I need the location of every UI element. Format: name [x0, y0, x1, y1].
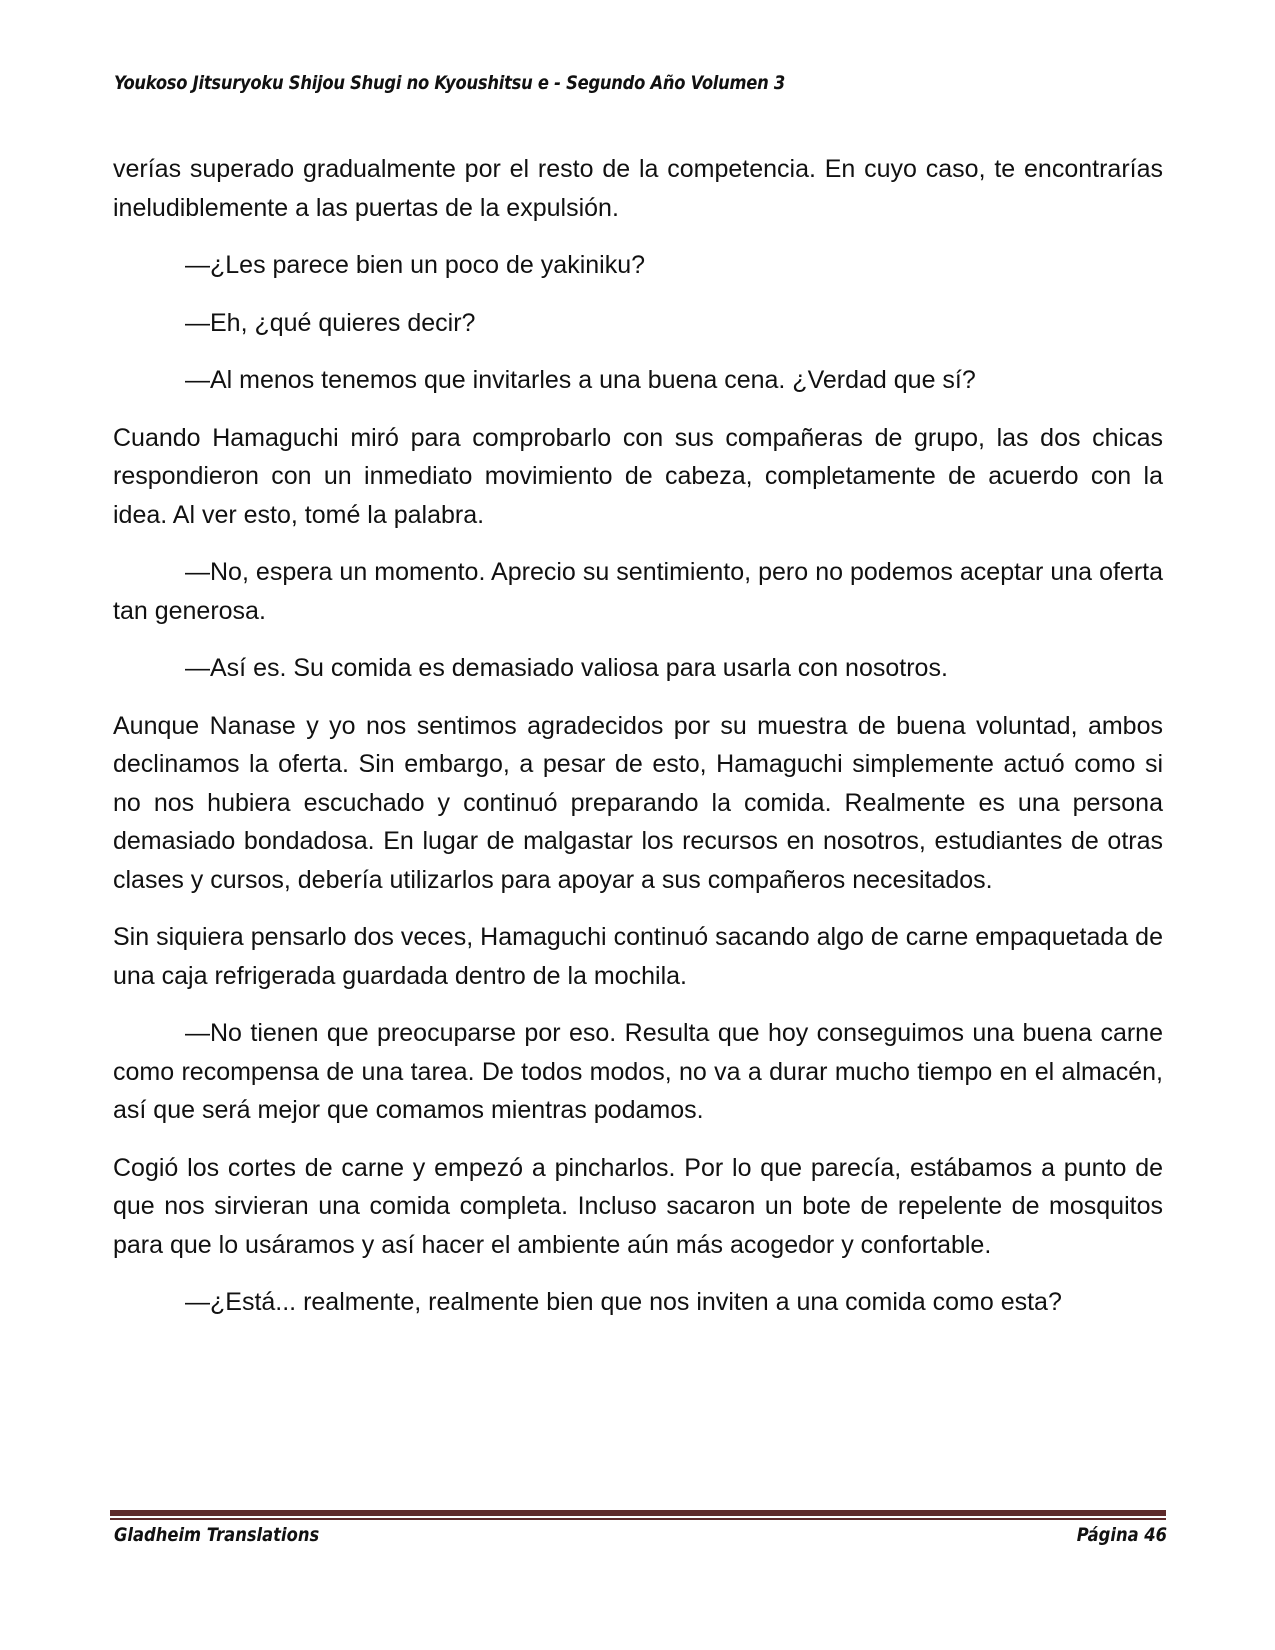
- dialog-line: —Así es. Su comida es demasiado valiosa para usarla con nosotros.: [185, 654, 948, 682]
- dialog-line: —Al menos tenemos que invitarles a una buena cena. ¿Verdad que sí?: [185, 366, 976, 394]
- paragraph: Cogió los cortes de carne y empezó a pincharlos. Por lo que parecía, estábamos a punto de que nos sirvieran una comida completa. Incluso sacaron un bote de repelente de mosquitos para que lo usáramos y así hacer el ambiente aún más acogedor y confortable.: [113, 1153, 1163, 1259]
- footer-rule-thick: [110, 1510, 1166, 1516]
- paragraph: Cuando Hamaguchi miró para comprobarlo con sus compañeras de grupo, las dos chicas respondieron con un inmediato movimiento de cabeza, completamente de acuerdo con la idea. Al ver esto, tomé la palabra.: [113, 423, 1163, 529]
- dialog-line: —Eh, ¿qué quieres decir?: [185, 308, 476, 337]
- page-number: Página 46: [1076, 1524, 1167, 1546]
- footer-publisher: Gladheim Translations: [114, 1524, 320, 1546]
- running-header: Youkoso Jitsuryoku Shijou Shugi no Kyoushitsu e - Segundo Año Volumen 3: [114, 72, 786, 94]
- dialog-line: —No, espera un momento. Aprecio su sentimiento, pero no podemos aceptar una oferta tan generosa.: [113, 558, 1163, 625]
- footer-rule-thin: [110, 1518, 1166, 1520]
- paragraph: Aunque Nanase y yo nos sentimos agradecidos por su muestra de buena voluntad, ambos declinamos la oferta. Sin embargo, a pesar de esto, Hamaguchi simplemente actuó como si no nos hubiera escuchado y continuó preparando la comida. Realmente es una persona demasiado bondadosa. En lugar de malgastar los recursos en nosotros, estudiantes de otras clases y cursos, debería utilizarlos para apoyar a sus compañeros necesitados.: [113, 711, 1163, 894]
- dialog-line: —No tienen que preocuparse por eso. Resulta que hoy conseguimos una buena carne como recompensa de una tarea. De todos modos, no va a durar mucho tiempo en el almacén, así que será mejor que comamos mientras podamos.: [113, 1019, 1163, 1124]
- page-body: [113, 150, 1163, 1341]
- footer-divider: [110, 1510, 1166, 1520]
- paragraph: Sin siquiera pensarlo dos veces, Hamaguchi continuó sacando algo de carne empaquetada de una caja refrigerada guardada dentro de la mochila.: [113, 923, 1163, 990]
- dialog-line: —¿Está... realmente, realmente bien que nos inviten a una comida como esta?: [185, 1288, 1062, 1316]
- paragraph: verías superado gradualmente por el resto de la competencia. En cuyo caso, te encontrarías ineludiblemente a las puertas de la expulsión.: [113, 155, 1163, 222]
- dialog-line: —¿Les parece bien un poco de yakiniku?: [185, 251, 646, 279]
